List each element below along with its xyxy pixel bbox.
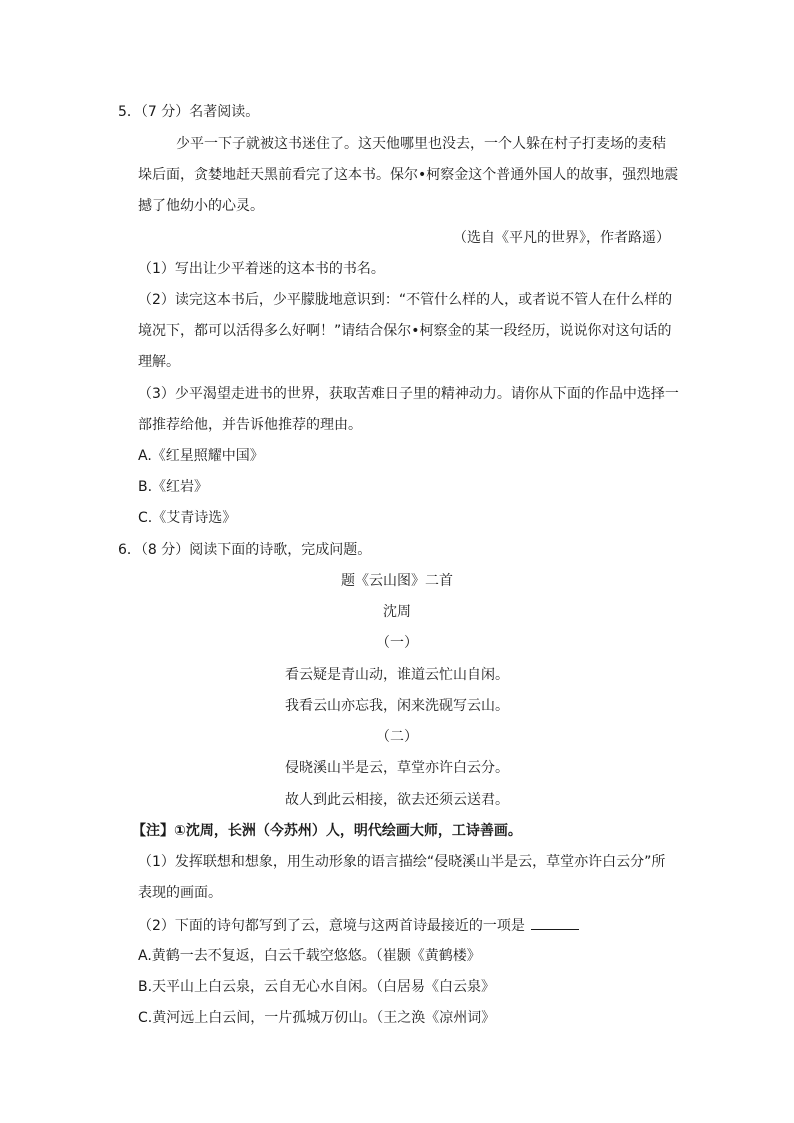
q5-option-a: A.《红星照耀中国》	[138, 448, 264, 464]
q6-sub2	[138, 915, 579, 935]
q5-sub2-line-2: 境况下，都可以活得多么好啊！”请结合保尔•柯察金的某一段经历，说说你对这句话的	[138, 323, 672, 339]
poem-part-2-line-2: 故人到此云相接，欲去还须云送君。	[285, 792, 509, 808]
q5-passage-line-1: 少平一下子就被这书迷住了。这天他哪里也没去，一个人躲在村子打麦场的麦秸	[176, 136, 666, 152]
poem-author: 沈周	[383, 604, 411, 620]
q5-option-b: B.《红岩》	[138, 479, 209, 495]
q5-heading: 5．（7 分）名著阅读。	[118, 104, 260, 120]
poem-part-1-label: （一）	[376, 635, 418, 651]
q6-sub2-text: （2）下面的诗句都写到了云，意境与这两首诗最接近的一项是	[138, 918, 525, 934]
q5-sub3-line-2: 部推荐给他，并告诉他推荐的理由。	[138, 417, 362, 433]
q6-note: 【注】①沈周，长洲（今苏州）人，明代绘画大师，工诗善画。	[132, 823, 522, 839]
q5-passage-line-2: 垛后面，贪婪地赶天黑前看完了这本书。保尔•柯察金这个普通外国人的故事，强烈地震	[138, 167, 679, 183]
q6-option-b: B.天平山上白云泉，云自无心水自闲。（白居易《白云泉》	[138, 979, 496, 995]
q5-sub3-line-1: （3）少平渴望走进书的世界，获取苦难日子里的精神动力。请你从下面的作品中选择一	[138, 386, 679, 402]
poem-part-1-line-1: 看云疑是青山动，谁道云忙山自闲。	[285, 667, 509, 683]
q5-option-c: C.《艾青诗选》	[138, 510, 237, 526]
q6-sub1-line-2: 表现的画面。	[138, 885, 222, 901]
poem-part-2-line-1: 侵晓溪山半是云，草堂亦许白云分。	[285, 760, 509, 776]
q6-option-a: A.黄鹤一去不复返，白云千载空悠悠。（崔颢《黄鹤楼》	[138, 948, 481, 964]
poem-part-2-label: （二）	[376, 729, 418, 745]
poem-part-1-line-2: 我看云山亦忘我，闲来洗砚写云山。	[285, 698, 509, 714]
q5-source: （选自《平凡的世界》，作者路遥）	[453, 230, 670, 246]
q5-sub2-line-1: （2）读完这本书后，少平朦胧地意识到：“不管什么样的人，或者说不管人在什么样的	[138, 292, 673, 308]
q5-passage-line-3: 撼了他幼小的心灵。	[138, 198, 264, 214]
q6-heading: 6．（8 分）阅读下面的诗歌，完成问题。	[118, 542, 372, 558]
q6-sub1-line-1: （1）发挥联想和想象，用生动形象的语言描绘“侵晓溪山半是云，草堂亦许白云分”所	[138, 854, 666, 870]
q6-option-c: C.黄河远上白云间，一片孤城万仞山。（王之涣《凉州词》	[138, 1010, 496, 1026]
q5-sub1: （1）写出让少平着迷的这本书的书名。	[138, 261, 385, 277]
poem-title: 题《云山图》二首	[341, 573, 453, 589]
answer-blank[interactable]	[531, 915, 579, 930]
q5-sub2-line-3: 理解。	[138, 354, 180, 370]
